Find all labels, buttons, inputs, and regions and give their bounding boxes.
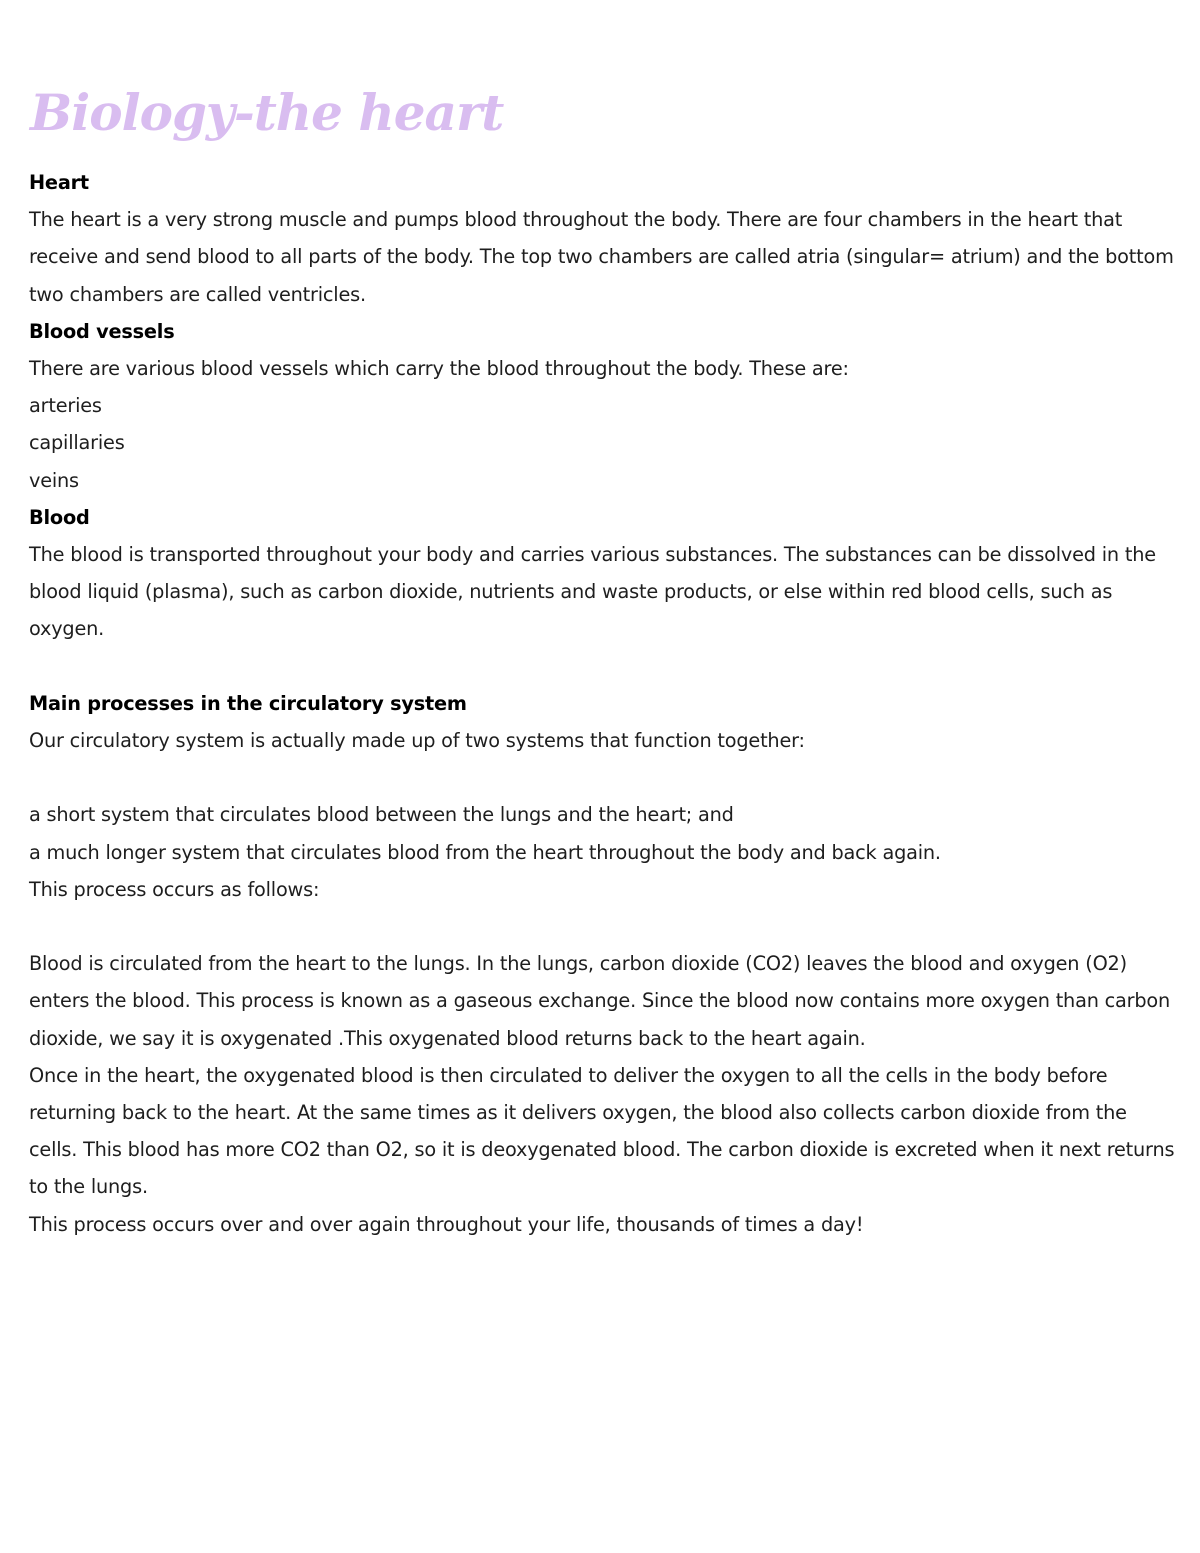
- section-heading-main-processes: Main processes in the circulatory system: [29, 691, 467, 715]
- body-circulation-paragraph: Once in the heart, the oxygenated blood is then circulated to deliver the oxygen to all the cells in the body before returning back to the heart. At the same times as it delivers oxygen, the blood also collects carbon dioxide from the cells. This blood has more CO2 than O2, so it is deoxygenated blood. The carbon dioxide is excreted when it next returns to the lungs.: [29, 1063, 1175, 1199]
- document-title: Biology-the heart: [30, 83, 504, 142]
- process-occurs-line: This process occurs as follows:: [29, 877, 320, 901]
- blank-line: [29, 648, 1179, 685]
- short-system-line: a short system that circulates blood between the lungs and the heart; and: [29, 803, 734, 827]
- document-body: [29, 164, 1179, 1243]
- section-heading-blood-vessels: Blood vessels: [29, 319, 175, 343]
- lungs-exchange-paragraph: Blood is circulated from the heart to the lungs. In the lungs, carbon dioxide (CO2) leaves the blood and oxygen (O2) enters the blood. This process is known as a gaseous exchange. Since the blood now contains more oxygen than carbon dioxide, we say it is oxygenated .This oxygenated blood returns back to the heart again.: [29, 952, 1171, 1050]
- list-item-veins: veins: [29, 468, 79, 492]
- list-item-capillaries: capillaries: [29, 431, 125, 455]
- blank-line: [29, 908, 1179, 945]
- list-item-arteries: arteries: [29, 394, 102, 418]
- blank-line: [29, 759, 1179, 796]
- blood-paragraph: The blood is transported throughout your body and carries various substances. The substances can be dissolved in the blood liquid (plasma), such as carbon dioxide, nutrients and waste products, or else within red blood cells, such as oxygen.: [29, 543, 1156, 641]
- long-system-line: a much longer system that circulates blood from the heart throughout the body and back again.: [29, 840, 941, 864]
- section-heading-heart: Heart: [29, 171, 89, 194]
- closing-line: This process occurs over and over again throughout your life, thousands of times a day!: [29, 1212, 864, 1236]
- section-heading-blood: Blood: [29, 505, 90, 529]
- blood-vessels-intro: There are various blood vessels which carry the blood throughout the body. These are:: [29, 357, 849, 381]
- heart-paragraph: The heart is a very strong muscle and pumps blood throughout the body. There are four chambers in the heart that receive and send blood to all parts of the body. The top two chambers are called atria (singular= atrium) and the bottom two chambers are called ventricles.: [29, 208, 1174, 306]
- processes-intro: Our circulatory system is actually made up of two systems that function together:: [29, 729, 805, 753]
